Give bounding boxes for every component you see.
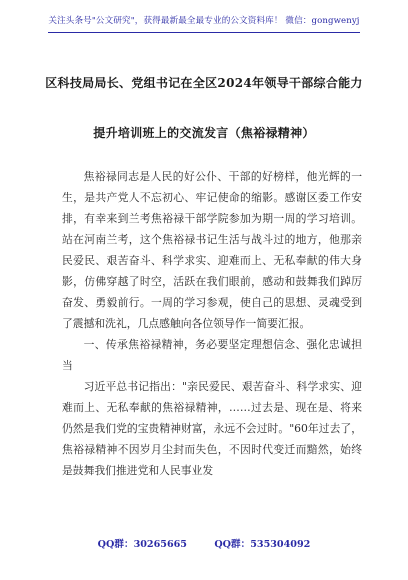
footer-contacts	[0, 536, 408, 550]
paragraph-intro: 焦裕禄同志是人民的好公仆、干部的好榜样，他光辉的一生，是共产党人不忘初心、牢记使命的缩影。感谢区委工作安排，有幸来到兰考焦裕禄干部学院参加为期一周的学习培训。站在河南兰考，这个焦裕禄书记生活与战斗过的地方，他那亲民爱民、艰苦奋斗、科学求实、迎难而上、无私奉献的伟大身影，仿佛穿越了时空，活跃在我们眼前，感动和鼓舞我们踔厉奋发、勇毅前行。一周的学习参观，使自己的思想、灵魂受到了震撼和洗礼，几点感触向各位领导作一简要汇报。	[62, 170, 362, 330]
top-banner: 关注头条号"公文研究"，获得最新最全最专业的公文资料库！ 微信：gongwenyj	[48, 16, 360, 26]
document-title-line-1: 区科技局局长、党组书记在全区2024年领导干部综合能力	[45, 76, 363, 90]
document-title-line-2: 提升培训班上的交流发言（焦裕禄精神）	[93, 126, 315, 140]
paragraph-quote: 习近平总书记指出："亲民爱民、艰苦奋斗、科学求实、迎难而上、无私奉献的焦裕禄精神，……过去是、现在是、将来仍然是我们党的宝贵精神财富，永远不会过时。"60年过去了，焦裕禄精神不因岁月尘封而失色，不因时代变迁而黯然，始终是鼓舞我们推进党和人民事业发	[62, 380, 362, 477]
document-body	[62, 166, 362, 481]
section-heading: 一、传承焦裕禄精神，务必要坚定理想信念、强化忠诚担当	[62, 338, 362, 372]
footer-qq-group-1: QQ群：30265665	[97, 539, 187, 550]
footer-qq-group-2: QQ群：535304092	[214, 539, 311, 550]
banner-divider	[48, 32, 360, 33]
